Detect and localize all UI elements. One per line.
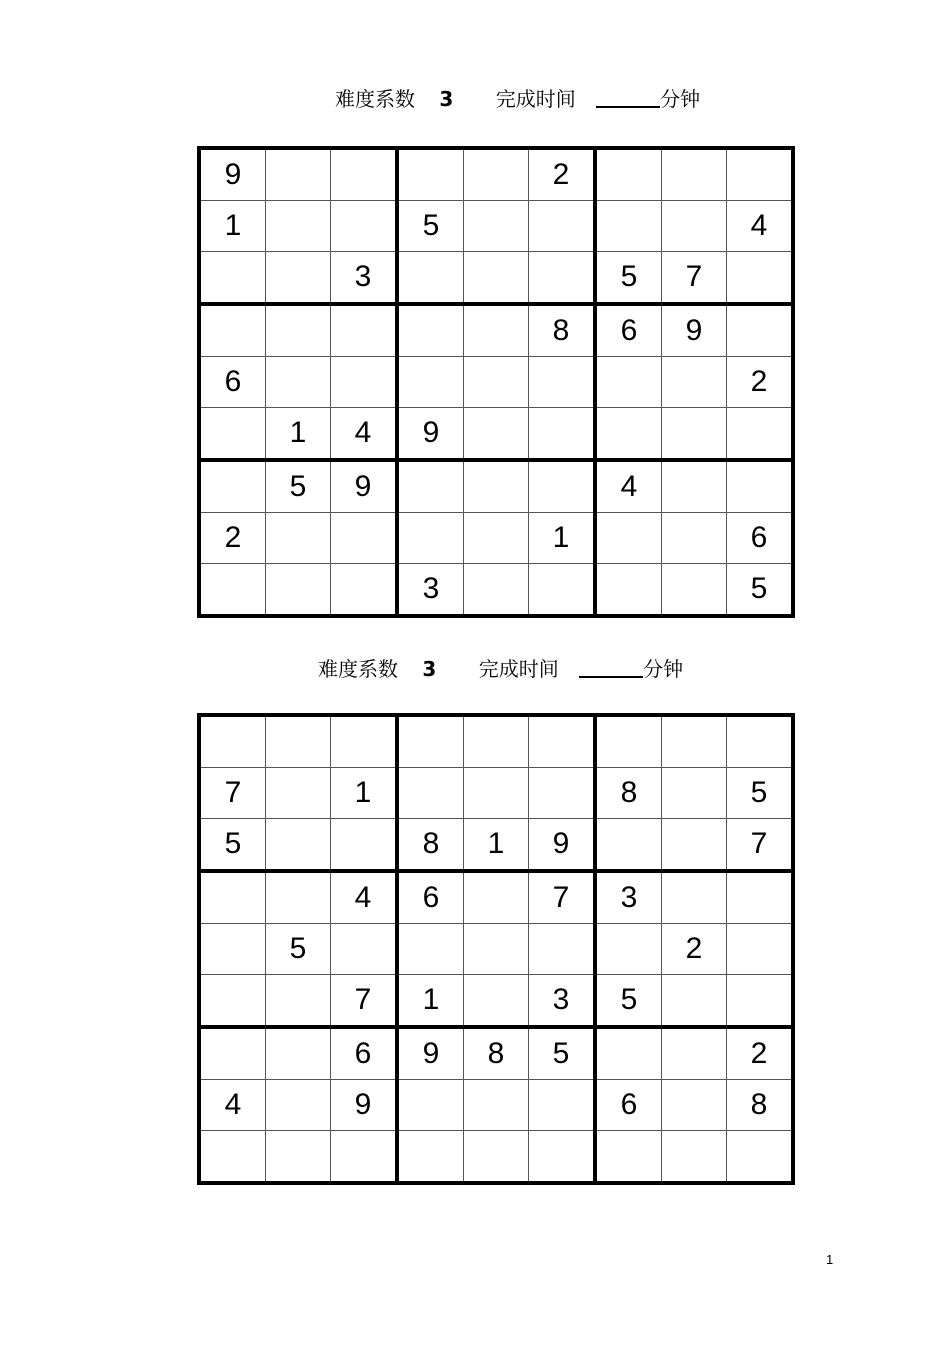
sudoku-cell[interactable] — [529, 564, 596, 617]
sudoku-cell[interactable] — [266, 871, 331, 924]
grid-row — [199, 871, 793, 924]
grid-row — [199, 715, 793, 768]
sudoku-cell[interactable] — [595, 924, 662, 975]
difficulty-label: 难度系数 — [318, 657, 398, 681]
grid-row — [199, 975, 793, 1028]
sudoku-cell[interactable] — [595, 201, 662, 252]
sudoku-cell[interactable]: 4 — [331, 408, 398, 461]
sudoku-cell[interactable] — [331, 513, 398, 564]
sudoku-cell[interactable] — [464, 715, 529, 768]
sudoku-cell[interactable] — [529, 460, 596, 513]
page-number: 1 — [826, 1252, 834, 1267]
sudoku-cell[interactable] — [662, 408, 727, 461]
sudoku-cell[interactable] — [464, 1080, 529, 1131]
sudoku-cell[interactable] — [662, 357, 727, 408]
sudoku-cell[interactable] — [662, 768, 727, 819]
sudoku-cell[interactable] — [662, 513, 727, 564]
sudoku-cell[interactable] — [199, 304, 266, 357]
sudoku-cell[interactable]: 7 — [199, 768, 266, 819]
sudoku-cell[interactable] — [199, 564, 266, 617]
sudoku-cell[interactable] — [662, 1080, 727, 1131]
sudoku-cell[interactable] — [199, 408, 266, 461]
grid-row — [199, 408, 793, 461]
sudoku-cell[interactable] — [464, 304, 529, 357]
sudoku-cell[interactable] — [595, 408, 662, 461]
sudoku-cell[interactable] — [727, 304, 794, 357]
sudoku-cell[interactable] — [199, 975, 266, 1028]
sudoku-cell[interactable] — [199, 715, 266, 768]
sudoku-cell[interactable] — [331, 924, 398, 975]
sudoku-cell[interactable] — [199, 252, 266, 305]
sudoku-cell[interactable] — [397, 768, 464, 819]
sudoku-cell[interactable] — [464, 201, 529, 252]
sudoku-cell[interactable] — [727, 871, 794, 924]
sudoku-cell[interactable]: 6 — [199, 357, 266, 408]
sudoku-cell[interactable] — [266, 715, 331, 768]
sudoku-cell[interactable]: 8 — [595, 768, 662, 819]
sudoku-cell[interactable] — [529, 1080, 596, 1131]
sudoku-cell[interactable] — [331, 357, 398, 408]
sudoku-cell[interactable]: 5 — [727, 768, 794, 819]
sudoku-cell[interactable]: 4 — [727, 201, 794, 252]
grid-row — [199, 564, 793, 617]
sudoku-cell[interactable] — [727, 924, 794, 975]
sudoku-cell[interactable] — [464, 924, 529, 975]
difficulty-value: 3 — [422, 657, 437, 681]
sudoku-cell[interactable] — [662, 871, 727, 924]
sudoku-cell[interactable]: 3 — [331, 252, 398, 305]
sudoku-cell[interactable] — [529, 715, 596, 768]
difficulty-value: 3 — [439, 87, 454, 111]
sudoku-cell[interactable] — [331, 564, 398, 617]
sudoku-cell[interactable]: 5 — [266, 460, 331, 513]
sudoku-cell[interactable] — [727, 252, 794, 305]
sudoku-cell[interactable]: 5 — [199, 819, 266, 872]
sudoku-cell[interactable] — [397, 924, 464, 975]
sudoku-cell[interactable] — [266, 513, 331, 564]
sudoku-cell[interactable]: 9 — [397, 408, 464, 461]
grid-row — [199, 357, 793, 408]
sudoku-cell[interactable] — [331, 304, 398, 357]
grid-row — [199, 460, 793, 513]
sudoku-cell[interactable] — [266, 201, 331, 252]
sudoku-cell[interactable] — [595, 1131, 662, 1184]
sudoku-cell[interactable]: 6 — [595, 304, 662, 357]
sudoku-cell[interactable]: 9 — [199, 148, 266, 201]
sudoku-cell[interactable] — [331, 1131, 398, 1184]
sudoku-cell[interactable]: 9 — [662, 304, 727, 357]
sudoku-cell[interactable] — [595, 1027, 662, 1080]
sudoku-cell[interactable] — [331, 715, 398, 768]
sudoku-cell[interactable] — [662, 1131, 727, 1184]
sudoku-cell[interactable] — [397, 1080, 464, 1131]
sudoku-cell[interactable]: 7 — [662, 252, 727, 305]
sudoku-cell[interactable] — [727, 975, 794, 1028]
sudoku-cell[interactable] — [662, 975, 727, 1028]
sudoku-cell[interactable] — [199, 1131, 266, 1184]
sudoku-cell[interactable]: 5 — [529, 1027, 596, 1080]
sudoku-cell[interactable] — [464, 252, 529, 305]
sudoku-cell[interactable] — [529, 408, 596, 461]
sudoku-cell[interactable]: 1 — [266, 408, 331, 461]
sudoku-cell[interactable] — [595, 715, 662, 768]
sudoku-cell[interactable] — [662, 460, 727, 513]
sudoku-cell[interactable]: 6 — [397, 871, 464, 924]
sudoku-cell[interactable] — [595, 513, 662, 564]
sudoku-cell[interactable] — [727, 715, 794, 768]
sudoku-cell[interactable] — [727, 1131, 794, 1184]
sudoku-cell[interactable]: 7 — [529, 871, 596, 924]
time-blank-line — [596, 86, 660, 108]
sudoku-cell[interactable] — [266, 148, 331, 201]
grid-row — [199, 304, 793, 357]
sudoku-cell[interactable] — [397, 715, 464, 768]
sudoku-cell[interactable] — [397, 1131, 464, 1184]
sudoku-cell[interactable]: 1 — [529, 513, 596, 564]
sudoku-cell[interactable]: 8 — [529, 304, 596, 357]
sudoku-cell[interactable]: 1 — [199, 201, 266, 252]
sudoku-cell[interactable]: 8 — [464, 1027, 529, 1080]
sudoku-cell[interactable] — [266, 252, 331, 305]
sudoku-cell[interactable] — [199, 924, 266, 975]
difficulty-label: 难度系数 — [335, 87, 415, 111]
sudoku-cell[interactable] — [266, 304, 331, 357]
sudoku-cell[interactable] — [331, 148, 398, 201]
sudoku-cell[interactable] — [397, 513, 464, 564]
sudoku-cell[interactable] — [199, 460, 266, 513]
grid-row — [199, 252, 793, 305]
sudoku-cell[interactable]: 4 — [331, 871, 398, 924]
sudoku-cell[interactable]: 6 — [331, 1027, 398, 1080]
sudoku-cell[interactable] — [529, 252, 596, 305]
sudoku-cell[interactable]: 9 — [397, 1027, 464, 1080]
sudoku-cell[interactable]: 9 — [331, 460, 398, 513]
sudoku-cell[interactable] — [266, 819, 331, 872]
sudoku-cell[interactable]: 1 — [331, 768, 398, 819]
sudoku-cell[interactable] — [266, 768, 331, 819]
sudoku-cell[interactable]: 8 — [397, 819, 464, 872]
sudoku-cell[interactable] — [464, 1131, 529, 1184]
sudoku-cell[interactable] — [662, 148, 727, 201]
time-unit: 分钟 — [660, 87, 701, 111]
sudoku-cell[interactable] — [397, 357, 464, 408]
sudoku-cell[interactable] — [595, 564, 662, 617]
sudoku-cell[interactable]: 3 — [595, 871, 662, 924]
puzzle-2-header — [318, 654, 683, 684]
sudoku-cell[interactable] — [529, 1131, 596, 1184]
grid-row — [199, 148, 793, 201]
sudoku-cell[interactable] — [662, 819, 727, 872]
sudoku-cell[interactable]: 5 — [727, 564, 794, 617]
sudoku-cell[interactable]: 3 — [397, 564, 464, 617]
sudoku-cell[interactable] — [199, 1027, 266, 1080]
grid-row — [199, 513, 793, 564]
grid-row — [199, 924, 793, 975]
sudoku-cell[interactable] — [266, 564, 331, 617]
sudoku-cell[interactable]: 4 — [595, 460, 662, 513]
sudoku-cell[interactable] — [595, 819, 662, 872]
sudoku-cell[interactable] — [266, 1131, 331, 1184]
sudoku-cell[interactable] — [397, 252, 464, 305]
sudoku-cell[interactable] — [529, 924, 596, 975]
grid-row — [199, 201, 793, 252]
sudoku-cell[interactable] — [662, 564, 727, 617]
sudoku-cell[interactable]: 9 — [529, 819, 596, 872]
sudoku-cell[interactable] — [529, 357, 596, 408]
sudoku-cell[interactable]: 3 — [529, 975, 596, 1028]
sudoku-cell[interactable]: 9 — [331, 1080, 398, 1131]
sudoku-cell[interactable]: 6 — [727, 513, 794, 564]
sudoku-cell[interactable] — [397, 460, 464, 513]
sudoku-cell[interactable] — [464, 975, 529, 1028]
sudoku-cell[interactable] — [397, 304, 464, 357]
sudoku-cell[interactable] — [529, 768, 596, 819]
sudoku-cell[interactable] — [464, 357, 529, 408]
sudoku-cell[interactable]: 1 — [397, 975, 464, 1028]
sudoku-cell[interactable]: 5 — [397, 201, 464, 252]
sudoku-cell[interactable] — [662, 201, 727, 252]
sudoku-cell[interactable] — [464, 871, 529, 924]
sudoku-cell[interactable] — [331, 819, 398, 872]
sudoku-cell[interactable] — [464, 513, 529, 564]
sudoku-cell[interactable] — [331, 201, 398, 252]
sudoku-grid-1 — [197, 146, 795, 618]
time-label: 完成时间 — [478, 657, 559, 681]
sudoku-cell[interactable] — [266, 975, 331, 1028]
grid-row — [199, 1080, 793, 1131]
sudoku-cell[interactable] — [529, 201, 596, 252]
time-label: 完成时间 — [495, 87, 576, 111]
sudoku-cell[interactable] — [266, 1027, 331, 1080]
sudoku-cell[interactable]: 7 — [331, 975, 398, 1028]
sudoku-cell[interactable] — [595, 148, 662, 201]
sudoku-cell[interactable]: 5 — [595, 975, 662, 1028]
sudoku-cell[interactable]: 5 — [595, 252, 662, 305]
time-unit: 分钟 — [643, 657, 684, 681]
grid-row — [199, 819, 793, 872]
sudoku-cell[interactable] — [662, 1027, 727, 1080]
puzzle-1-header — [335, 84, 700, 114]
sudoku-cell[interactable] — [266, 357, 331, 408]
sudoku-cell[interactable] — [595, 357, 662, 408]
sudoku-cell[interactable] — [266, 1080, 331, 1131]
sudoku-grid-2 — [197, 713, 795, 1185]
sudoku-cell[interactable] — [727, 460, 794, 513]
sudoku-cell[interactable]: 6 — [595, 1080, 662, 1131]
sudoku-cell[interactable]: 2 — [662, 924, 727, 975]
sudoku-cell[interactable]: 4 — [199, 1080, 266, 1131]
sudoku-cell[interactable] — [464, 148, 529, 201]
sudoku-cell[interactable]: 5 — [266, 924, 331, 975]
sudoku-cell[interactable]: 7 — [727, 819, 794, 872]
time-blank-line — [579, 656, 643, 678]
sudoku-cell[interactable] — [464, 408, 529, 461]
sudoku-cell[interactable] — [397, 148, 464, 201]
sudoku-cell[interactable]: 2 — [199, 513, 266, 564]
sudoku-cell[interactable]: 1 — [464, 819, 529, 872]
sudoku-cell[interactable]: 8 — [727, 1080, 794, 1131]
grid-row — [199, 1131, 793, 1184]
sudoku-cell[interactable]: 2 — [727, 357, 794, 408]
sudoku-cell[interactable]: 2 — [529, 148, 596, 201]
sudoku-cell[interactable] — [727, 148, 794, 201]
sudoku-cell[interactable] — [727, 408, 794, 461]
sudoku-cell[interactable] — [464, 768, 529, 819]
sudoku-cell[interactable] — [662, 715, 727, 768]
grid-row — [199, 768, 793, 819]
grid-row — [199, 1027, 793, 1080]
sudoku-cell[interactable] — [464, 564, 529, 617]
sudoku-cell[interactable] — [464, 460, 529, 513]
sudoku-cell[interactable]: 2 — [727, 1027, 794, 1080]
sudoku-cell[interactable] — [199, 871, 266, 924]
